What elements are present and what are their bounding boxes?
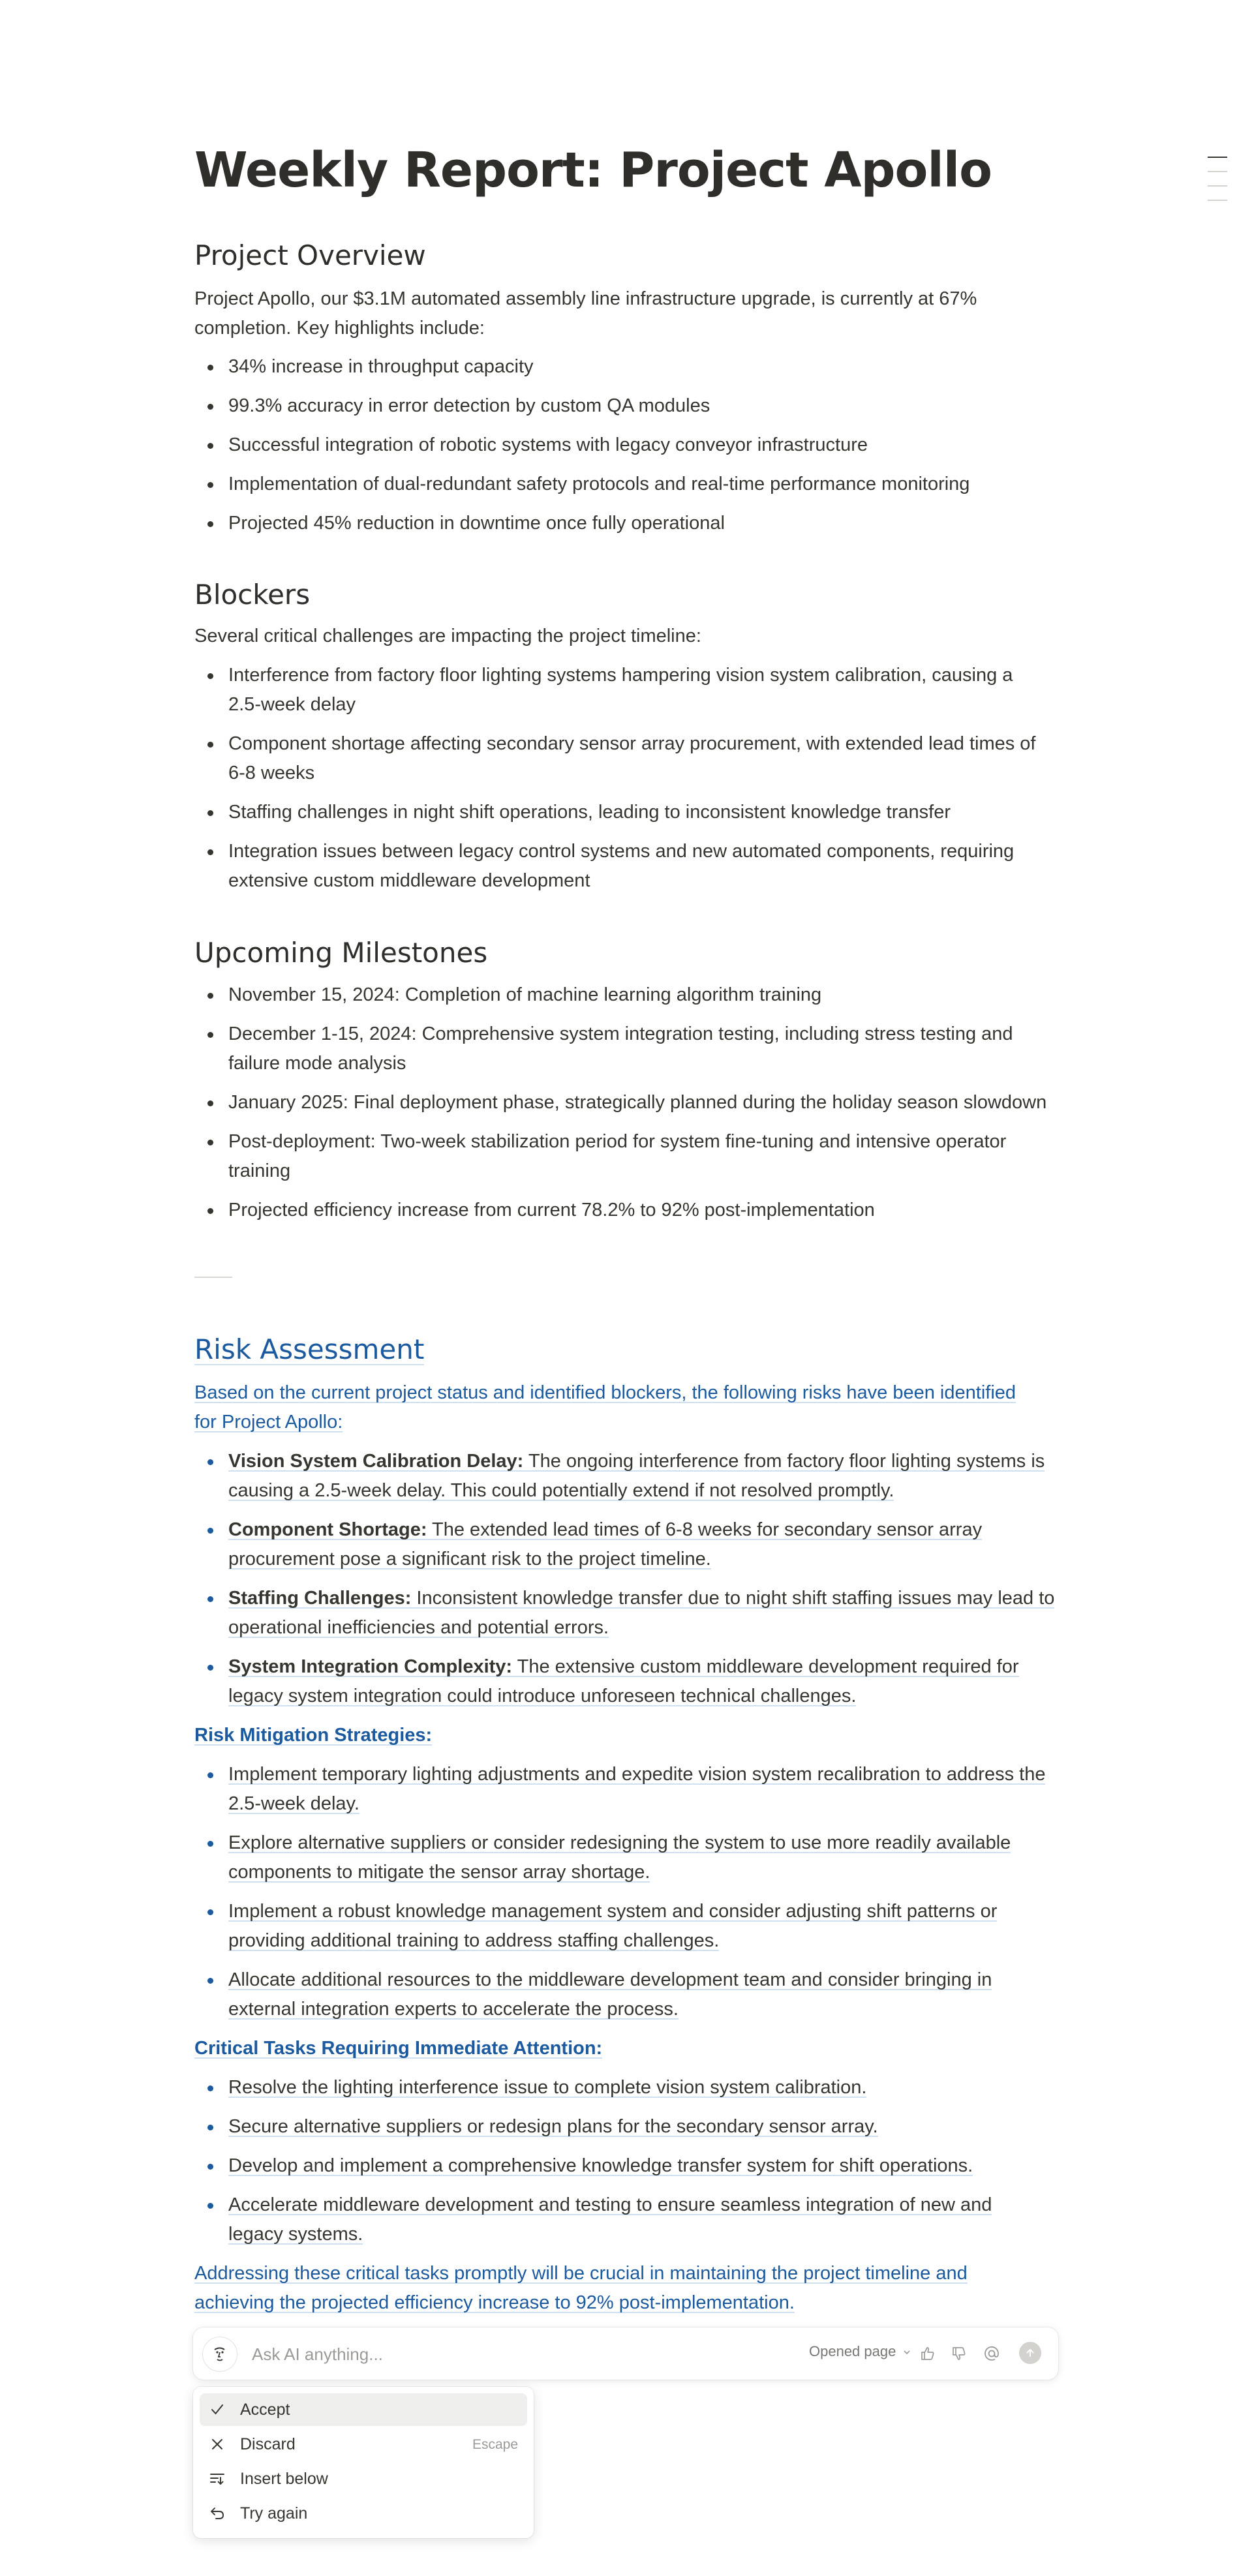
list-item[interactable]: November 15, 2024: Completion of machine learning algorithm training	[194, 980, 1049, 1010]
send-icon[interactable]	[1019, 2342, 1041, 2364]
item-text: Explore alternative suppliers or consider redesigning the system to use more readily available components to mitigate the sensor array shortage.	[228, 1832, 1011, 1883]
insert-below-icon	[209, 2470, 226, 2487]
list-item[interactable]	[194, 1965, 1056, 2024]
list-item[interactable]: Post-deployment: Two-week stabilization period for system fine-tuning and intensive operator training	[194, 1127, 1049, 1186]
menu-item-insert-below[interactable]	[200, 2462, 527, 2495]
list-item[interactable]	[194, 1897, 1056, 1956]
thumbs-down-icon[interactable]	[949, 2343, 970, 2364]
closing-paragraph[interactable]	[194, 2259, 1036, 2318]
menu-item-label: Try again	[240, 2504, 308, 2523]
item-text: Implement temporary lighting adjustments and expedite vision system recalibration to address the 2.5-week delay.	[228, 1764, 1046, 1814]
scope-dropdown[interactable]	[809, 2343, 911, 2360]
list-item[interactable]	[194, 2112, 1049, 2142]
risk-label: System Integration Complexity:	[228, 1656, 513, 1677]
list-item[interactable]: Interference from factory floor lighting systems hampering vision system calibration, causing a 2.5-week delay	[194, 661, 1049, 720]
menu-item-label: Discard	[240, 2435, 296, 2453]
ask-ai-input[interactable]	[251, 2341, 736, 2368]
chevron-down-icon	[902, 2348, 911, 2357]
item-text: Implement a robust knowledge management system and consider adjusting shift patterns or providing additional training to address staffing challenges.	[228, 1901, 998, 1951]
ai-face-icon	[202, 2337, 237, 2372]
item-text: Accelerate middleware development and testing to ensure seamless integration of new and legacy systems.	[228, 2194, 992, 2245]
menu-item-discard[interactable]	[200, 2428, 527, 2461]
overview-intro[interactable]: Project Apollo, our $3.1M automated assembly line infrastructure upgrade, is currently at 67% completion. Key highlights include:	[194, 288, 977, 339]
list-item[interactable]	[194, 1760, 1056, 1819]
heading-text: Risk Assessment	[194, 1333, 425, 1365]
risk-item[interactable]	[194, 1447, 1069, 1506]
risk-text: The extensive custom middleware development required for legacy system integration could introduce unforeseen technical challenges.	[228, 1656, 1019, 1706]
item-text: Secure alternative suppliers or redesign plans for the secondary sensor array.	[228, 2116, 878, 2137]
divider	[194, 1277, 232, 1278]
thumbs-up-icon[interactable]	[917, 2343, 938, 2364]
page-title[interactable]: Weekly Report: Project Apollo	[194, 142, 992, 198]
outline-marker[interactable]	[1208, 157, 1227, 158]
list-item[interactable]	[194, 1828, 1056, 1887]
item-text: Resolve the lighting interference issue to complete vision system calibration.	[228, 2077, 867, 2098]
heading-upcoming-milestones[interactable]: Upcoming Milestones	[194, 937, 488, 969]
blockers-intro[interactable]: Several critical challenges are impacting the project timeline:	[194, 626, 701, 646]
risk-text: The extended lead times of 6-8 weeks for secondary sensor array procurement pose a significant risk to the project timeline.	[228, 1519, 983, 1569]
scope-label: Opened page	[809, 2343, 896, 2359]
paragraph-text: Based on the current project status and identified blockers, the following risks have been identified for Project Apollo:	[194, 1382, 1016, 1432]
mention-icon[interactable]	[981, 2343, 1002, 2364]
item-text: Develop and implement a comprehensive knowledge transfer system for shift operations.	[228, 2155, 973, 2176]
list-item[interactable]: Integration issues between legacy control systems and new automated components, requiring extensive custom middleware development	[194, 837, 1049, 896]
outline-marker[interactable]	[1208, 200, 1227, 201]
risk-label: Staffing Challenges:	[228, 1588, 412, 1609]
risk-item[interactable]	[194, 1515, 1069, 1574]
menu-item-label: Accept	[240, 2401, 290, 2419]
paragraph-text: Addressing these critical tasks promptly will be crucial in maintaining the project timeline and achieving the projected efficiency increase to 92% post-implementation.	[194, 2263, 968, 2313]
milestones-list	[194, 980, 1049, 1225]
list-item[interactable]: Projected efficiency increase from current 78.2% to 92% post-implementation	[194, 1196, 1049, 1225]
mitigation-heading[interactable]	[194, 1721, 432, 1750]
risk-intro[interactable]	[194, 1378, 1043, 1437]
risk-item[interactable]	[194, 1584, 1069, 1643]
heading-project-overview[interactable]: Project Overview	[194, 239, 426, 271]
list-item[interactable]: Projected 45% reduction in downtime once fully operational	[194, 509, 1062, 538]
list-item[interactable]: 99.3% accuracy in error detection by custom QA modules	[194, 391, 1062, 421]
mitigation-list	[194, 1760, 1056, 2024]
list-item[interactable]: Implementation of dual-redundant safety protocols and real-time performance monitoring	[194, 470, 1062, 499]
item-text: Allocate additional resources to the middleware development team and consider bringing in external integration experts to accelerate the process.	[228, 1969, 992, 2020]
list-item[interactable]: Successful integration of robotic systems with legacy conveyor infrastructure	[194, 431, 1062, 460]
outline-marker[interactable]	[1208, 171, 1227, 172]
check-icon	[209, 2401, 226, 2418]
close-icon	[209, 2436, 226, 2453]
critical-tasks-list	[194, 2073, 1049, 2249]
list-item[interactable]	[194, 2151, 1049, 2181]
heading-risk-assessment[interactable]	[194, 1330, 424, 1369]
menu-item-try-again[interactable]	[200, 2497, 527, 2530]
blockers-list	[194, 661, 1049, 896]
menu-item-accept[interactable]	[200, 2393, 527, 2426]
menu-item-label: Insert below	[240, 2470, 328, 2488]
list-item[interactable]: Staffing challenges in night shift operations, leading to inconsistent knowledge transfer	[194, 798, 1049, 827]
shortcut-hint: Escape	[472, 2437, 518, 2452]
ai-face-icon-glyph	[210, 2344, 230, 2364]
list-item[interactable]	[194, 2190, 1049, 2249]
list-item[interactable]: 34% increase in throughput capacity	[194, 352, 1062, 382]
outline-marker[interactable]	[1208, 185, 1227, 187]
risk-item[interactable]	[194, 1652, 1069, 1711]
critical-tasks-heading[interactable]	[194, 2034, 602, 2063]
list-item[interactable]: January 2025: Final deployment phase, strategically planned during the holiday season slowdown	[194, 1088, 1049, 1117]
heading-blockers[interactable]: Blockers	[194, 579, 311, 611]
list-item[interactable]	[194, 2073, 1049, 2102]
ai-action-menu	[193, 2387, 534, 2538]
list-item[interactable]: Component shortage affecting secondary sensor array procurement, with extended lead times of 6-8 weeks	[194, 729, 1049, 788]
risk-text: The ongoing interference from factory floor lighting systems is causing a 2.5-week delay. This could potentially extend if not resolved promptly.	[228, 1451, 1045, 1501]
risk-label: Vision System Calibration Delay:	[228, 1451, 524, 1472]
overview-list	[194, 352, 1062, 538]
risk-label: Component Shortage:	[228, 1519, 427, 1540]
ai-prompt-bar	[193, 2327, 1058, 2380]
heading-text: Critical Tasks Requiring Immediate Attention:	[194, 2038, 603, 2059]
heading-text: Risk Mitigation Strategies:	[194, 1725, 433, 1746]
risk-list	[194, 1447, 1069, 1711]
list-item[interactable]: December 1-15, 2024: Comprehensive system integration testing, including stress testing and failure mode analysis	[194, 1020, 1049, 1078]
undo-icon	[209, 2505, 226, 2522]
risk-text: Inconsistent knowledge transfer due to night shift staffing issues may lead to operational inefficiencies and potential errors.	[228, 1588, 1055, 1638]
page-outline[interactable]	[1208, 157, 1227, 214]
